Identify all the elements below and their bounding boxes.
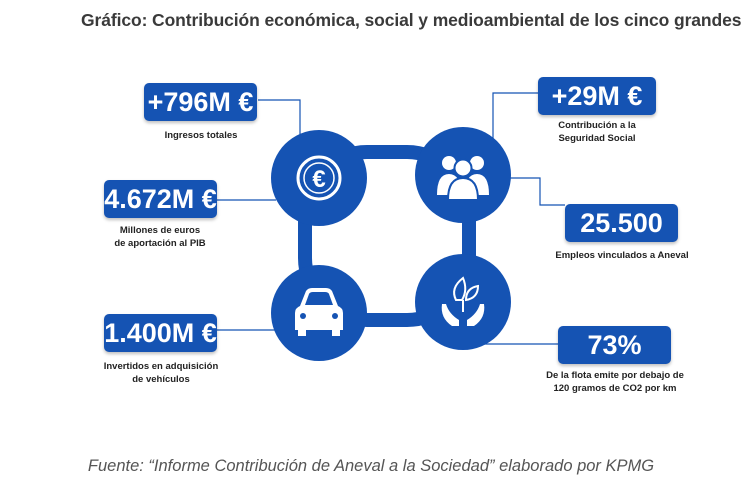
stat-label-flota: De la flota emite por debajo de 120 gramos de CO2 por km: [546, 370, 684, 394]
source-caption: Fuente: “Informe Contribución de Aneval a la Sociedad” elaborado por KPMG: [87, 457, 655, 475]
stat-label-empleos: Empleos vinculados a Aneval: [555, 250, 689, 261]
stat-value-ingresos: +796M €: [144, 83, 257, 121]
car-icon: [271, 265, 367, 361]
stat-value-vehiculos: 1.400M €: [104, 314, 217, 352]
people-group-icon: [415, 127, 511, 223]
stat-label-ingresos: Ingresos totales: [164, 130, 238, 141]
eco-hands-icon: [415, 254, 511, 350]
euro-coin-icon: [271, 130, 367, 226]
svg-text:€: €: [312, 166, 326, 193]
stat-value-pib: 4.672M €: [104, 180, 217, 218]
stat-label-seguridad-social: Contribución a la Seguridad Social: [558, 120, 636, 144]
stat-label-vehiculos: Invertidos en adquisición de vehículos: [103, 361, 219, 385]
stat-value-empleos: 25.500: [565, 204, 678, 242]
stat-value-flota: 73%: [558, 326, 671, 364]
stat-value-seguridad-social: +29M €: [538, 77, 656, 115]
stat-label-pib: Millones de euros de aportación al PIB: [114, 225, 206, 249]
chart-title: Gráfico: Contribución económica, social y medioambiental de los cinco grandes: [81, 10, 742, 30]
